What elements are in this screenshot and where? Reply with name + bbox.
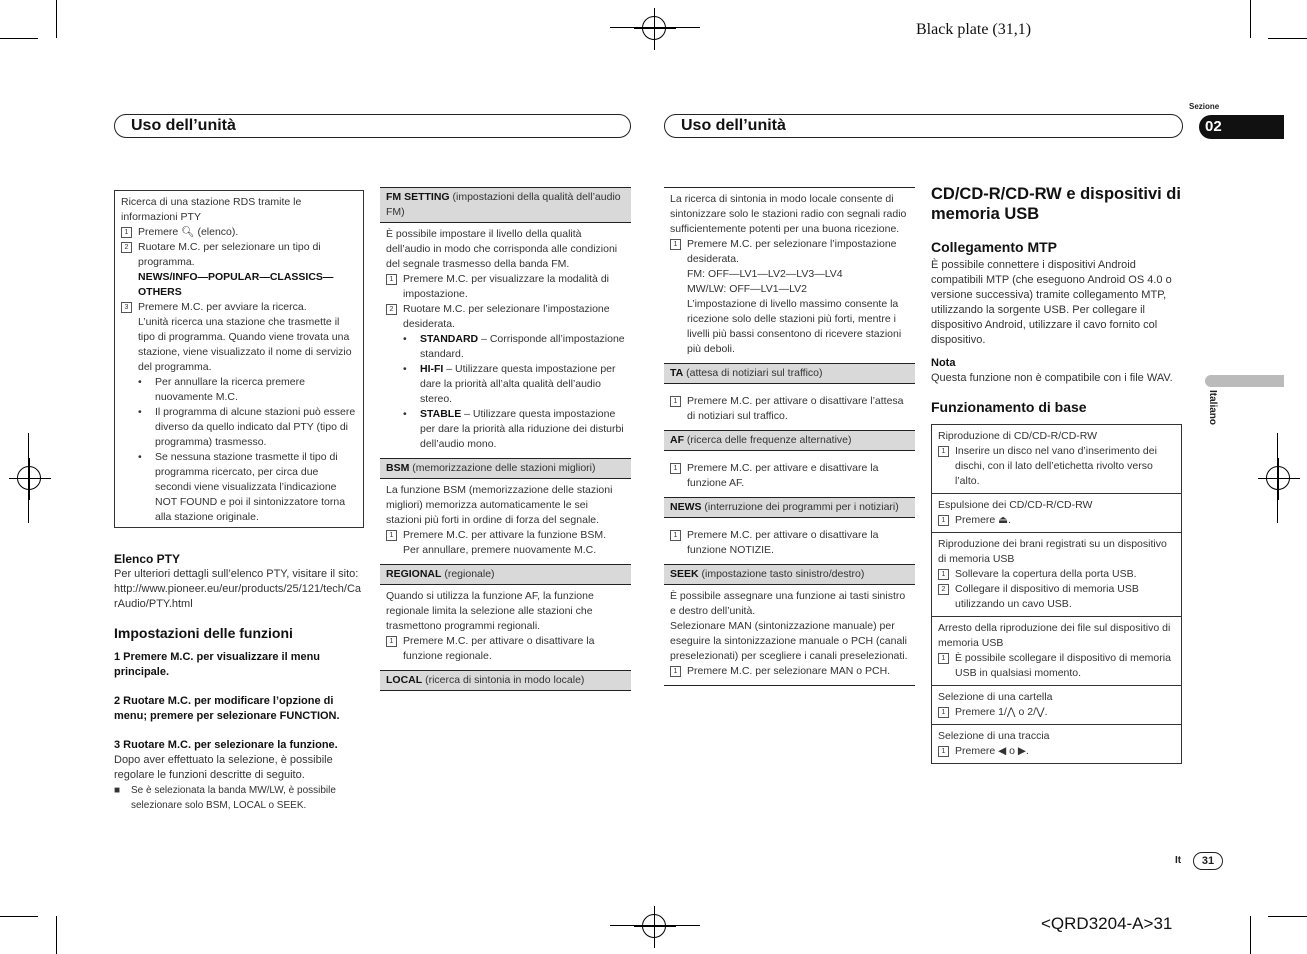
rds-search-box: [114, 190, 364, 528]
step: [386, 272, 625, 302]
row-title: Selezione di una traccia: [938, 730, 1050, 742]
step-number: 1: [670, 666, 681, 677]
step-text: Sollevare la copertura della porta USB.: [955, 568, 1137, 580]
step-number: 3: [121, 302, 132, 313]
header-title-text: Uso dell’unità: [131, 117, 236, 134]
bsm-body: [380, 479, 631, 564]
step: [670, 664, 909, 679]
step-text: Premere M.C. per attivare la funzione BSM.: [403, 529, 607, 541]
setting-key: LOCAL: [386, 674, 423, 686]
step-text: Premere M.C. per attivare o disattivare la funzione NOTIZIE.: [687, 529, 879, 556]
step-text: (elenco).: [197, 226, 239, 238]
bullet-item: • Il programma di alcune stazioni può essere diverso da quello indicato dal PTY (tipo di programma) trasmesso.: [138, 406, 356, 448]
column-2: [380, 187, 631, 691]
option-text: – Utilizzare questa impostazione per dare la priorità all’alta qualità dell’audio stereo.: [420, 363, 616, 405]
plate-label: Black plate (31,1): [916, 21, 1032, 38]
crop-mark: [56, 0, 57, 38]
header-title-text: Uso dell’unità: [681, 117, 786, 134]
setting-desc: (ricerca delle frequenze alternative): [686, 434, 852, 446]
setting-desc: (memorizzazione delle stazioni migliori): [412, 462, 596, 474]
bullet-text: Il programma di alcune stazioni può essere diverso da quello indicato dal PTY (tipo di programma) trasmesso.: [155, 406, 356, 448]
local-mwlw-levels: MW/LW: OFF—LV1—LV2: [687, 283, 807, 295]
bullet-item: • HI-FI – Utilizzare questa impostazione per dare la priorità all’alta qualità dell’audio stereo.: [403, 363, 616, 405]
step-text: Premere: [138, 226, 179, 238]
step-number: 1: [938, 707, 949, 718]
step-number: 1: [938, 446, 949, 457]
column-1: [114, 190, 364, 813]
step-text: Ruotare M.C. per selezionare un tipo di programma.: [138, 241, 321, 268]
step-text: Premere ⏏.: [955, 514, 1012, 526]
news-body: [664, 518, 915, 564]
bsm-header: [380, 458, 631, 479]
setting-desc: (impostazioni della qualità dell’audio FM): [386, 191, 621, 218]
crop-mark: [610, 27, 700, 28]
step: [386, 528, 625, 543]
pty-link[interactable]: http://www.pioneer.eu/eur/products/25/121/tech/CarAudio/PTY.html: [114, 583, 362, 610]
table-row: [932, 617, 1181, 686]
option-text: – Utilizzare questa impostazione per dare la priorità alla riduzione dei disturbi dell’audio mono.: [420, 408, 624, 450]
pty-text: Per ulteriori dettagli sull’elenco PTY, visitare il sito:: [114, 568, 359, 580]
step-text: Premere M.C. per selezionare l’impostazione desiderata.: [687, 238, 897, 265]
crop-mark: [1268, 916, 1307, 917]
regional-header: [380, 564, 631, 585]
step-number: 1: [670, 396, 681, 407]
crop-mark: [0, 916, 38, 917]
bullet-item: • Per annullare la ricerca premere nuovamente M.C.: [121, 375, 357, 405]
setting-key: SEEK: [670, 568, 699, 580]
step: [938, 582, 1175, 612]
crop-mark: [610, 925, 700, 926]
setting-desc: (impostazione tasto sinistro/destro): [701, 568, 865, 580]
bullet-text: Se nessuna stazione trasmette il tipo di programma ricercato, per circa due secondi viene visualizzata l’indicazione NOT FOUND e poi il sintonizzatore torna alla stazione originale.: [155, 451, 346, 523]
step-number: 1: [938, 653, 949, 664]
setting-intro: Quando si utilizza la funzione AF, la funzione regionale limita la selezione alle stazioni che trasmettono programmi regionali.: [386, 590, 594, 632]
af-body: [664, 451, 915, 497]
setting-key: AF: [670, 434, 684, 446]
table-row: [932, 425, 1181, 494]
step: [386, 302, 625, 332]
step: [670, 528, 909, 558]
page-number-badge: [1193, 852, 1223, 870]
column-4: [931, 184, 1182, 764]
step-number: 2: [938, 584, 949, 595]
fm-setting-header: [380, 187, 631, 223]
step-number: 2: [386, 304, 397, 315]
column-3: [664, 187, 915, 686]
setting-desc: (interruzione dei programmi per i notiziari): [704, 501, 899, 513]
step-description: L’impostazione di livello massimo consente la ricezione solo delle stazioni più forti, mentre i livelli più bassi consentono di ricevere stazioni più deboli.: [687, 298, 902, 355]
step-description: Per annullare, premere nuovamente M.C.: [403, 544, 597, 556]
step-number: 1: [386, 636, 397, 647]
fm-setting-body: [380, 223, 631, 458]
ta-header: [664, 363, 915, 384]
registration-mark-icon: [17, 466, 41, 490]
bullet-item: • Se nessuna stazione trasmette il tipo di programma ricercato, per circa due secondi viene visualizzata l’indicazione NOT FOUND e poi il sintonizzatore torna alla stazione originale.: [121, 450, 357, 525]
search-icon: 🔍︎: [181, 226, 195, 238]
setting-desc: (regionale): [444, 568, 495, 580]
step-text: Premere M.C. per avviare la ricerca.: [138, 301, 307, 313]
local-header: [380, 670, 631, 691]
step: [670, 461, 909, 491]
crop-mark: [1250, 916, 1251, 954]
setting-key: NEWS: [670, 501, 702, 513]
bullet-item: • STABLE – Utilizzare questa impostazione per dare la priorità alla riduzione dei disturbi dell’audio mono.: [403, 408, 624, 450]
row-title: Espulsione dei CD/CD-R/CD-RW: [938, 499, 1093, 511]
step-number: 1: [938, 515, 949, 526]
step-number: 1: [386, 274, 397, 285]
option-key: HI-FI: [420, 363, 444, 375]
seek-body: [664, 585, 915, 686]
crop-mark: [1250, 0, 1251, 38]
step: [938, 705, 1175, 720]
setting-desc: (attesa di notiziari sul traffico): [686, 367, 823, 379]
table-row: [932, 725, 1181, 763]
step-text: Premere M.C. per attivare o disattivare l’attesa di notiziari sul traffico.: [687, 395, 904, 422]
row-title: Riproduzione dei brani registrati su un dispositivo di memoria USB: [938, 538, 1167, 565]
step-number: 1: [386, 530, 397, 541]
crop-mark: [56, 916, 57, 954]
basic-operation-heading: Funzionamento di base: [931, 399, 1087, 415]
registration-mark-icon: [1266, 466, 1290, 490]
step-text: Premere M.C. per selezionare MAN o PCH.: [687, 665, 891, 677]
header-title-left: [114, 114, 631, 138]
local-body: [664, 188, 915, 363]
step-text: Premere M.C. per visualizzare la modalità di impostazione.: [403, 273, 609, 300]
section-label: Sezione: [1189, 102, 1220, 111]
step: [121, 225, 357, 240]
regional-body: [380, 585, 631, 670]
setting-key: FM SETTING: [386, 191, 450, 203]
local-fm-levels: FM: OFF—LV1—LV2—LV3—LV4: [687, 268, 843, 280]
step: [121, 240, 357, 270]
seek-header: [664, 564, 915, 585]
language-tab: [1205, 375, 1284, 387]
step: [938, 513, 1175, 528]
registration-mark-icon: [642, 16, 666, 40]
step-text: Inserire un disco nel vano d’inserimento dei dischi, con il lato dell’etichetta rivolto verso l’alto.: [955, 445, 1157, 487]
step: [386, 634, 625, 664]
ta-body: [664, 384, 915, 430]
step-number: 1: [670, 530, 681, 541]
option-text: – Corrisponde all’impostazione standard.: [420, 333, 625, 360]
step-number: 1: [670, 239, 681, 250]
step: [121, 300, 357, 315]
news-header: [664, 497, 915, 518]
step-text: Premere ◀ o ▶.: [955, 745, 1029, 757]
section-tab: [1199, 115, 1284, 139]
step-text: Ruotare M.C. per selezionare l’impostazione desiderata.: [403, 303, 610, 330]
row-title: Selezione di una cartella: [938, 691, 1053, 703]
setting-intro: È possibile assegnare una funzione ai tasti sinistro e destro dell’unità.: [670, 590, 906, 617]
row-title: Riproduzione di CD/CD-R/CD-RW: [938, 430, 1098, 442]
step-number: 1: [938, 746, 949, 757]
af-header: [664, 430, 915, 451]
step-number: 2: [121, 242, 132, 253]
note-text: Se è selezionata la banda MW/LW, è possibile selezionare solo BSM, LOCAL o SEEK.: [131, 785, 336, 811]
functions-heading: Impostazioni delle funzioni: [114, 625, 293, 641]
setting-key: REGIONAL: [386, 568, 442, 580]
step-text: Collegare il dispositivo di memoria USB utilizzando un cavo USB.: [955, 583, 1139, 610]
page-number: 31: [1201, 855, 1215, 867]
header-title-right: [664, 114, 1183, 138]
step: [938, 444, 1175, 489]
page-language: It: [1175, 855, 1182, 866]
step-description: L’unità ricerca una stazione che trasmette il tipo di programma. Quando viene trovata una stazione, viene visualizzato il nome di servizio del programma.: [138, 316, 352, 373]
mtp-heading: Collegamento MTP: [931, 239, 1058, 255]
step-number: 1: [121, 227, 132, 238]
operations-table: [931, 424, 1182, 764]
step: [670, 394, 909, 424]
setting-key: TA: [670, 367, 684, 379]
step-number: 1: [938, 569, 949, 580]
registration-mark-icon: [642, 914, 666, 938]
table-row: [932, 686, 1181, 725]
note-text: Questa funzione non è compatibile con i file WAV.: [931, 372, 1173, 384]
section-number: 02: [1205, 118, 1222, 135]
step: [938, 744, 1175, 759]
row-title: Arresto della riproduzione dei file sul dispositivo di memoria USB: [938, 622, 1171, 649]
language-label: Italiano: [1207, 390, 1218, 426]
setting-key: BSM: [386, 462, 410, 474]
crop-mark: [0, 38, 38, 39]
function-step-3-desc: Dopo aver effettuato la selezione, è possibile regolare le funzioni descritte di seguito.: [114, 754, 333, 781]
crop-mark: [1268, 38, 1307, 39]
bullet-item: • STANDARD – Corrisponde all’impostazione standard.: [403, 333, 625, 360]
step-text: Premere M.C. per attivare o disattivare la funzione regionale.: [403, 635, 595, 662]
step: [938, 567, 1175, 582]
option-key: STANDARD: [420, 333, 479, 345]
setting-desc: (ricerca di sintonia in modo locale): [425, 674, 585, 686]
note-heading: Nota: [931, 357, 956, 369]
function-step-3: 3 Ruotare M.C. per selezionare la funzione.: [114, 739, 338, 751]
bullet-text: Per annullare la ricerca premere nuovamente M.C.: [155, 376, 305, 403]
footer-code: <QRD3204-A>31: [1041, 914, 1173, 933]
step-text: Premere M.C. per attivare e disattivare la funzione AF.: [687, 462, 879, 489]
table-row: [932, 494, 1181, 533]
function-step-2: 2 Ruotare M.C. per modificare l’opzione di menu; premere per selezionare FUNCTION.: [114, 695, 340, 722]
pty-heading: Elenco PTY: [114, 552, 181, 566]
table-row: [932, 533, 1181, 617]
step-text: Premere 1/⋀ o 2/⋁.: [955, 706, 1048, 718]
setting-intro: La funzione BSM (memorizzazione delle stazioni migliori) memorizza automaticamente le sei stazioni più forti in ordine di forza del segnale.: [386, 484, 613, 526]
step: [670, 237, 909, 267]
step-text: È possibile scollegare il dispositivo di memoria USB in qualsiasi momento.: [955, 652, 1171, 679]
rds-title: Ricerca di una stazione RDS tramite le informazioni PTY: [121, 196, 302, 223]
setting-intro: Selezionare MAN (sintonizzazione manuale) per eseguire la sintonizzazione manuale o PCH (canali preselezionati) per scegliere i canali preselezionati.: [670, 620, 908, 662]
option-key: STABLE: [420, 408, 462, 420]
function-note: ■ Se è selezionata la banda MW/LW, è possibile selezionare solo BSM, LOCAL o SEEK.: [114, 783, 364, 813]
mtp-text: È possibile connettere i dispositivi Android compatibili MTP (che eseguono Android OS 4.0 o versione successiva) tramite collegamento MTP, utilizzando la sorgente USB. Per collegare il dispositivo Android, utilizzare il cavo fornito col dispositivo.: [931, 259, 1172, 346]
function-step-1: 1 Premere M.C. per visualizzare il menu principale.: [114, 651, 321, 678]
program-types: NEWS/INFO—POPULAR—CLASSICS—OTHERS: [138, 271, 334, 298]
setting-intro: La ricerca di sintonia in modo locale consente di sintonizzare solo le stazioni radio con segnali radio sufficientemente potenti per una buona ricezione.: [670, 193, 907, 235]
step-number: 1: [670, 463, 681, 474]
setting-intro: È possibile impostare il livello della qualità dell’audio in modo che corrisponda alle condizioni del segnale trasmesso della banda FM.: [386, 228, 618, 270]
usb-section-title: CD/CD-R/CD-RW e dispositivi di memoria USB: [931, 185, 1181, 223]
step: [938, 651, 1175, 681]
